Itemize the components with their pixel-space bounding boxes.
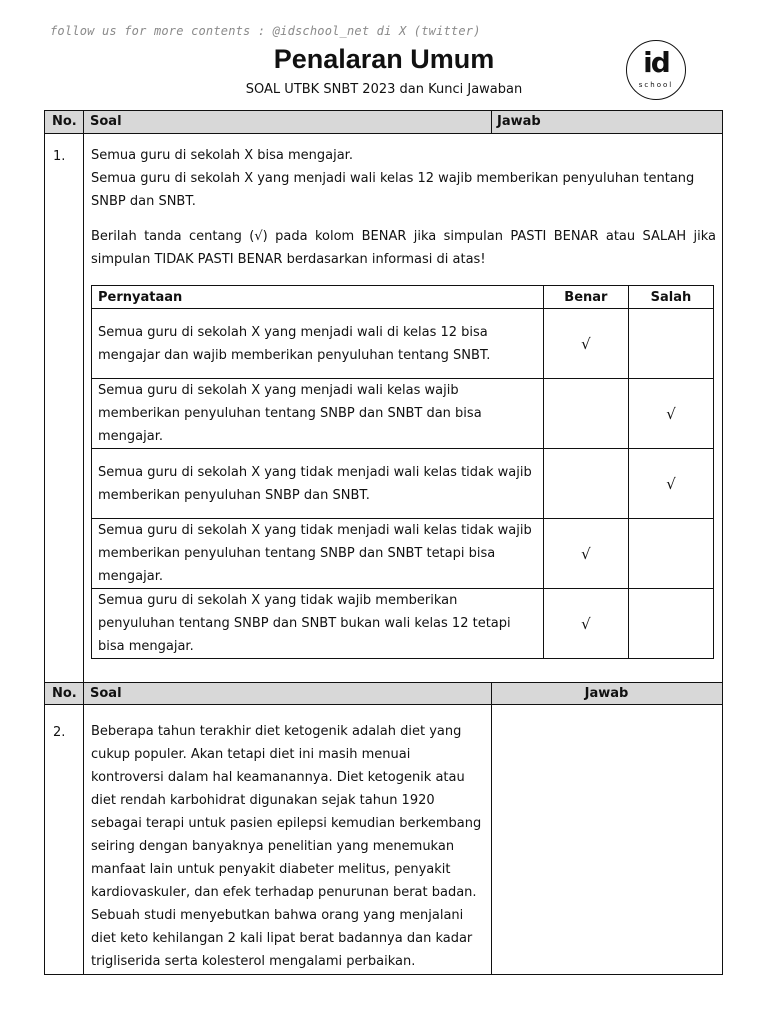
question-instruction: Berilah tanda centang (√) pada kolom BENAR jika simpulan PASTI BENAR atau SALAH jika simpulan TIDAK PASTI BENAR berdasarkan informasi di atas! bbox=[91, 229, 716, 267]
check-mark-icon: √ bbox=[628, 449, 713, 519]
divider bbox=[491, 682, 492, 974]
logo-sub-text: school bbox=[638, 81, 674, 89]
question-table bbox=[44, 110, 723, 975]
statement-text: Semua guru di sekolah X yang menjadi wali kelas wajib memberikan penyuluhan tentang SNBP dan SNBT dan bisa mengajar. bbox=[92, 379, 544, 449]
table-row bbox=[92, 449, 714, 519]
logo-main-text: id bbox=[643, 46, 669, 79]
statement-text: Semua guru di sekolah X yang tidak wajib memberikan penyuluhan tentang SNBP dan SNBT bukan wali kelas 12 tetapi bisa mengajar. bbox=[92, 589, 544, 659]
table-row bbox=[92, 379, 714, 449]
check-mark-icon bbox=[628, 309, 713, 379]
statement-text: Semua guru di sekolah X yang menjadi wali di kelas 12 bisa mengajar dan wajib memberikan penyuluhan tentang SNBT. bbox=[92, 309, 544, 379]
column-statement: Pernyataan bbox=[92, 286, 544, 309]
check-mark-icon: √ bbox=[543, 519, 628, 589]
follow-us-text: follow us for more contents : @idschool_net di X (twitter) bbox=[50, 24, 481, 38]
check-mark-icon bbox=[628, 589, 713, 659]
header-soal: Soal bbox=[90, 114, 122, 129]
statement-text: Semua guru di sekolah X yang tidak menjadi wali kelas tidak wajib memberikan penyuluhan tentang SNBP dan SNBT tetapi bisa mengajar. bbox=[92, 519, 544, 589]
idschool-logo bbox=[626, 40, 686, 100]
check-mark-icon bbox=[543, 379, 628, 449]
header-jawab: Jawab bbox=[497, 114, 541, 129]
check-mark-icon: √ bbox=[543, 589, 628, 659]
column-salah: Salah bbox=[628, 286, 713, 309]
question-passage: Beberapa tahun terakhir diet ketogenik adalah diet yang cukup populer. Akan tetapi diet ini masih menuai kontroversi dalam hal keamanannya. Diet ketogenik atau diet rendah karbohidrat digunakan sejak tahun 1920 sebagai terapi untuk pasien epilepsi kemudian berkembang seiring dengan banyaknya penelitian yang menemukan manfaat lain untuk penyakit diabeter melitus, penyakit kardiovaskuler, dan efek terhadap penurunan berat badan. Sebuah studi menyebutkan bahwa orang yang menjalani diet keto kehilangan 2 kali lipat berat badannya dan kadar trigliserida serta kolesterol mengalami perbaikan. bbox=[91, 724, 482, 969]
check-mark-icon: √ bbox=[628, 379, 713, 449]
divider bbox=[83, 111, 84, 134]
column-benar: Benar bbox=[543, 286, 628, 309]
question-number: 1. bbox=[53, 149, 66, 164]
check-mark-icon: √ bbox=[543, 309, 628, 379]
statement-text: Semua guru di sekolah X yang tidak menjadi wali kelas tidak wajib memberikan penyuluhan SNBP dan SNBT. bbox=[92, 449, 544, 519]
divider bbox=[491, 111, 492, 134]
header-jawab: Jawab bbox=[584, 686, 629, 701]
statement-table bbox=[91, 285, 714, 659]
table-header-row bbox=[45, 111, 722, 134]
table-header-row bbox=[45, 682, 722, 705]
header-no: No. bbox=[52, 114, 77, 129]
question-number: 2. bbox=[53, 725, 66, 740]
header-no: No. bbox=[52, 686, 77, 701]
question-premise: Semua guru di sekolah X bisa mengajar. bbox=[91, 148, 353, 163]
table-row bbox=[92, 519, 714, 589]
table-row bbox=[92, 309, 714, 379]
question-premise: Semua guru di sekolah X yang menjadi wali kelas 12 wajib memberikan penyuluhan tentang SNBP dan SNBT. bbox=[91, 171, 695, 209]
header-soal: Soal bbox=[90, 686, 122, 701]
table-row bbox=[92, 589, 714, 659]
page-title: Penalaran Umum bbox=[273, 44, 495, 74]
check-mark-icon bbox=[628, 519, 713, 589]
page-subtitle: SOAL UTBK SNBT 2023 dan Kunci Jawaban bbox=[245, 82, 523, 97]
statement-table-header bbox=[92, 286, 714, 309]
divider bbox=[83, 134, 84, 682]
divider bbox=[83, 682, 84, 974]
check-mark-icon bbox=[543, 449, 628, 519]
